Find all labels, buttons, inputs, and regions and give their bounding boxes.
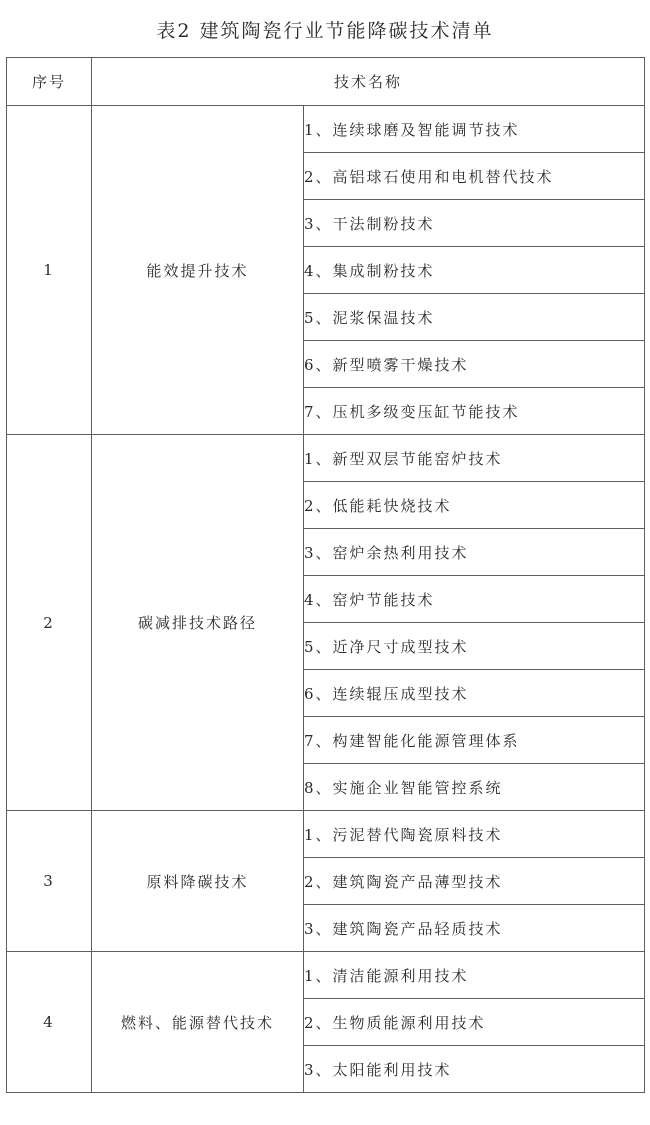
technology-item: 6、连续辊压成型技术 [304,670,645,717]
technology-item: 1、连续球磨及智能调节技术 [304,106,645,153]
technology-item: 7、构建智能化能源管理体系 [304,717,645,764]
technology-item: 1、新型双层节能窑炉技术 [304,435,645,482]
technology-item: 7、压机多级变压缸节能技术 [304,388,645,435]
group-serial-number: 3 [7,811,92,952]
group-category: 原料降碳技术 [92,811,304,952]
technology-item: 6、新型喷雾干燥技术 [304,341,645,388]
group-serial-number: 4 [7,952,92,1093]
table-header-row [7,58,645,106]
group-category: 燃料、能源替代技术 [92,952,304,1093]
table-row [7,811,645,858]
technology-item: 3、窑炉余热利用技术 [304,529,645,576]
technology-item: 5、近净尺寸成型技术 [304,623,645,670]
technology-item: 2、低能耗快烧技术 [304,482,645,529]
technology-item: 3、建筑陶瓷产品轻质技术 [304,905,645,952]
table-body [7,106,645,1093]
table-row [7,952,645,999]
group-category: 能效提升技术 [92,106,304,435]
technology-item: 3、太阳能利用技术 [304,1046,645,1093]
table-title: 表2 建筑陶瓷行业节能降碳技术清单 [156,20,494,42]
technology-item: 1、清洁能源利用技术 [304,952,645,999]
technology-item: 2、建筑陶瓷产品薄型技术 [304,858,645,905]
group-category: 碳减排技术路径 [92,435,304,811]
technology-item: 3、干法制粉技术 [304,200,645,247]
technology-item: 2、高铝球石使用和电机替代技术 [304,153,645,200]
technology-item: 4、集成制粉技术 [304,247,645,294]
table-row [7,435,645,482]
technology-item: 5、泥浆保温技术 [304,294,645,341]
group-serial-number: 2 [7,435,92,811]
technology-table [6,57,645,1093]
technology-item: 8、实施企业智能管控系统 [304,764,645,811]
group-serial-number: 1 [7,106,92,435]
table-row [7,106,645,153]
header-serial-number: 序号 [7,58,92,106]
header-technology-name: 技术名称 [92,58,645,106]
technology-item: 4、窑炉节能技术 [304,576,645,623]
technology-item: 2、生物质能源利用技术 [304,999,645,1046]
technology-item: 1、污泥替代陶瓷原料技术 [304,811,645,858]
